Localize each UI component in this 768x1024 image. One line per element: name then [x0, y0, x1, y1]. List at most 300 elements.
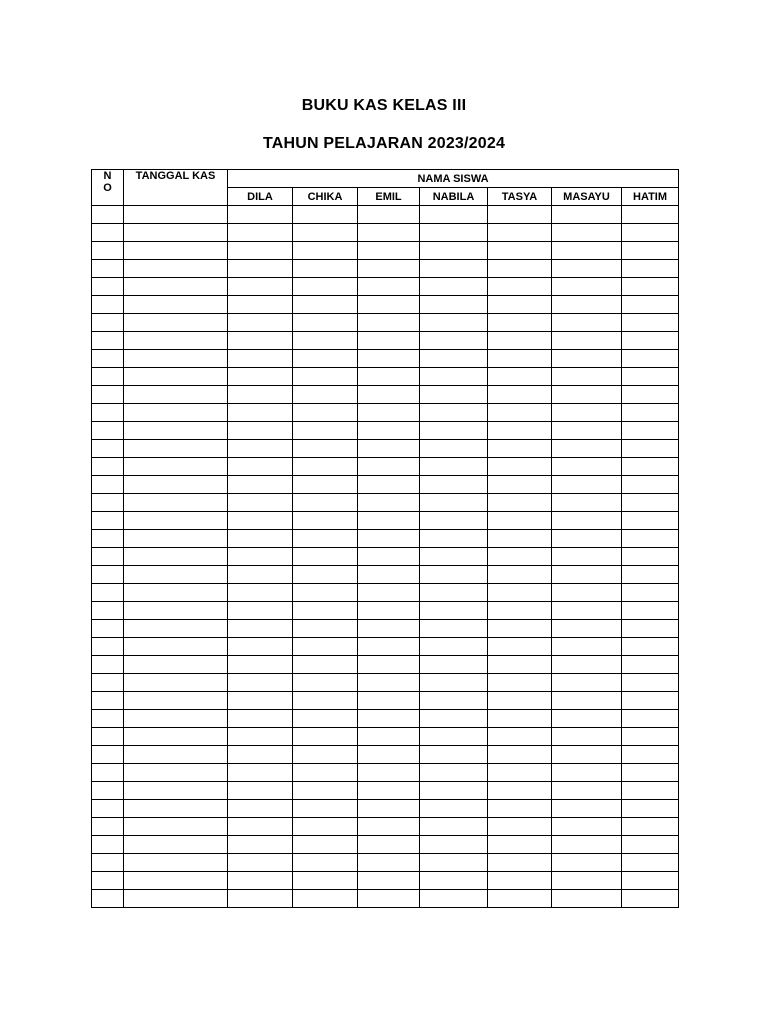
student-cash-cell — [488, 314, 552, 332]
student-cash-cell — [293, 260, 358, 278]
table-row — [92, 764, 679, 782]
student-cash-cell — [420, 566, 488, 584]
student-cash-cell — [358, 422, 420, 440]
student-cash-cell — [488, 458, 552, 476]
no-cell — [92, 692, 124, 710]
student-cash-cell — [622, 872, 679, 890]
student-cash-cell — [622, 242, 679, 260]
date-cell — [124, 512, 228, 530]
table-row — [92, 368, 679, 386]
student-cash-cell — [358, 314, 420, 332]
student-cash-cell — [488, 368, 552, 386]
student-cash-cell — [358, 224, 420, 242]
date-cell — [124, 728, 228, 746]
student-cash-cell — [488, 872, 552, 890]
student-cash-cell — [420, 890, 488, 908]
student-cash-cell — [622, 602, 679, 620]
student-cash-cell — [358, 458, 420, 476]
student-cash-cell — [622, 548, 679, 566]
student-cash-cell — [622, 494, 679, 512]
student-cash-cell — [358, 440, 420, 458]
student-cash-cell — [552, 422, 622, 440]
student-cash-cell — [358, 332, 420, 350]
student-cash-cell — [228, 494, 293, 512]
column-header-student: NABILA — [420, 188, 488, 206]
student-cash-cell — [293, 890, 358, 908]
student-cash-cell — [358, 728, 420, 746]
no-cell — [92, 764, 124, 782]
student-cash-cell — [358, 260, 420, 278]
no-cell — [92, 260, 124, 278]
student-cash-cell — [420, 260, 488, 278]
table-row — [92, 458, 679, 476]
student-cash-cell — [358, 710, 420, 728]
student-cash-cell — [228, 476, 293, 494]
student-cash-cell — [293, 584, 358, 602]
student-cash-cell — [552, 710, 622, 728]
student-cash-cell — [420, 872, 488, 890]
no-cell — [92, 350, 124, 368]
date-cell — [124, 278, 228, 296]
student-cash-cell — [488, 350, 552, 368]
student-cash-cell — [552, 206, 622, 224]
table-body — [92, 206, 679, 908]
student-cash-cell — [228, 584, 293, 602]
student-cash-cell — [488, 602, 552, 620]
student-cash-cell — [293, 692, 358, 710]
student-cash-cell — [228, 800, 293, 818]
student-cash-cell — [488, 224, 552, 242]
no-cell — [92, 368, 124, 386]
student-cash-cell — [488, 674, 552, 692]
student-cash-cell — [488, 512, 552, 530]
student-cash-cell — [420, 764, 488, 782]
student-cash-cell — [420, 332, 488, 350]
student-cash-cell — [552, 638, 622, 656]
date-cell — [124, 764, 228, 782]
column-header-no-line2: O — [103, 182, 112, 194]
no-cell — [92, 404, 124, 422]
column-header-student: DILA — [228, 188, 293, 206]
student-cash-cell — [420, 440, 488, 458]
student-cash-cell — [293, 296, 358, 314]
table-row — [92, 710, 679, 728]
no-cell — [92, 800, 124, 818]
date-cell — [124, 836, 228, 854]
student-cash-cell — [420, 584, 488, 602]
student-cash-cell — [552, 368, 622, 386]
student-cash-cell — [488, 836, 552, 854]
student-cash-cell — [488, 890, 552, 908]
student-cash-cell — [293, 440, 358, 458]
student-cash-cell — [488, 242, 552, 260]
student-cash-cell — [293, 872, 358, 890]
table-row — [92, 278, 679, 296]
date-cell — [124, 674, 228, 692]
date-cell — [124, 458, 228, 476]
cash-book-table — [91, 169, 679, 908]
student-cash-cell — [488, 494, 552, 512]
student-cash-cell — [358, 782, 420, 800]
no-cell — [92, 890, 124, 908]
column-group-header-student-names: NAMA SISWA — [228, 170, 679, 188]
student-cash-cell — [622, 422, 679, 440]
student-cash-cell — [293, 656, 358, 674]
student-cash-cell — [622, 638, 679, 656]
table-row — [92, 818, 679, 836]
student-cash-cell — [488, 764, 552, 782]
student-cash-cell — [358, 620, 420, 638]
student-cash-cell — [552, 224, 622, 242]
student-cash-cell — [228, 440, 293, 458]
student-cash-cell — [488, 296, 552, 314]
no-cell — [92, 224, 124, 242]
student-cash-cell — [420, 422, 488, 440]
student-cash-cell — [552, 458, 622, 476]
column-header-student: TASYA — [488, 188, 552, 206]
student-cash-cell — [622, 440, 679, 458]
student-cash-cell — [488, 584, 552, 602]
student-cash-cell — [293, 386, 358, 404]
table-row — [92, 728, 679, 746]
student-cash-cell — [552, 404, 622, 422]
student-cash-cell — [488, 260, 552, 278]
student-cash-cell — [293, 314, 358, 332]
student-cash-cell — [420, 746, 488, 764]
student-cash-cell — [420, 206, 488, 224]
table-row — [92, 638, 679, 656]
student-cash-cell — [488, 476, 552, 494]
date-cell — [124, 746, 228, 764]
student-cash-cell — [552, 602, 622, 620]
no-cell — [92, 386, 124, 404]
date-cell — [124, 332, 228, 350]
student-cash-cell — [488, 548, 552, 566]
student-cash-cell — [622, 854, 679, 872]
student-cash-cell — [293, 332, 358, 350]
table-row — [92, 746, 679, 764]
table-row — [92, 386, 679, 404]
no-cell — [92, 872, 124, 890]
no-cell — [92, 836, 124, 854]
header-row-top — [92, 170, 679, 188]
student-cash-cell — [293, 800, 358, 818]
student-cash-cell — [420, 782, 488, 800]
student-cash-cell — [552, 314, 622, 332]
document-subtitle: TAHUN PELAJARAN 2023/2024 — [262, 135, 506, 152]
student-cash-cell — [420, 674, 488, 692]
student-cash-cell — [420, 692, 488, 710]
table-row — [92, 782, 679, 800]
table-row — [92, 530, 679, 548]
student-cash-cell — [228, 620, 293, 638]
student-cash-cell — [420, 530, 488, 548]
date-cell — [124, 890, 228, 908]
student-cash-cell — [420, 242, 488, 260]
student-cash-cell — [552, 350, 622, 368]
no-cell — [92, 440, 124, 458]
student-cash-cell — [488, 710, 552, 728]
student-cash-cell — [622, 458, 679, 476]
date-cell — [124, 620, 228, 638]
student-cash-cell — [622, 278, 679, 296]
table-row — [92, 602, 679, 620]
student-cash-cell — [488, 386, 552, 404]
student-cash-cell — [622, 710, 679, 728]
date-cell — [124, 872, 228, 890]
student-cash-cell — [420, 278, 488, 296]
table-row — [92, 206, 679, 224]
student-cash-cell — [488, 566, 552, 584]
table-row — [92, 674, 679, 692]
student-cash-cell — [552, 872, 622, 890]
student-cash-cell — [552, 260, 622, 278]
student-cash-cell — [420, 458, 488, 476]
student-cash-cell — [420, 602, 488, 620]
student-cash-cell — [552, 566, 622, 584]
student-cash-cell — [488, 404, 552, 422]
student-cash-cell — [552, 386, 622, 404]
student-cash-cell — [228, 224, 293, 242]
student-cash-cell — [552, 746, 622, 764]
student-cash-cell — [228, 314, 293, 332]
student-cash-cell — [622, 260, 679, 278]
student-cash-cell — [420, 476, 488, 494]
table-row — [92, 620, 679, 638]
student-cash-cell — [622, 350, 679, 368]
student-cash-cell — [552, 854, 622, 872]
student-cash-cell — [420, 296, 488, 314]
column-header-student: CHIKA — [293, 188, 358, 206]
no-cell — [92, 314, 124, 332]
student-cash-cell — [552, 476, 622, 494]
no-cell — [92, 674, 124, 692]
student-cash-cell — [228, 674, 293, 692]
student-cash-cell — [358, 800, 420, 818]
student-cash-cell — [293, 620, 358, 638]
student-cash-cell — [622, 620, 679, 638]
student-cash-cell — [293, 368, 358, 386]
student-cash-cell — [228, 206, 293, 224]
table-row — [92, 548, 679, 566]
student-cash-cell — [293, 674, 358, 692]
date-cell — [124, 386, 228, 404]
student-cash-cell — [622, 800, 679, 818]
no-cell — [92, 206, 124, 224]
student-cash-cell — [358, 206, 420, 224]
student-cash-cell — [622, 692, 679, 710]
student-cash-cell — [552, 242, 622, 260]
student-cash-cell — [622, 476, 679, 494]
date-cell — [124, 260, 228, 278]
student-cash-cell — [358, 818, 420, 836]
date-cell — [124, 782, 228, 800]
student-cash-cell — [488, 782, 552, 800]
student-cash-cell — [358, 746, 420, 764]
student-cash-cell — [552, 620, 622, 638]
student-cash-cell — [293, 782, 358, 800]
student-cash-cell — [488, 854, 552, 872]
student-cash-cell — [228, 746, 293, 764]
student-cash-cell — [293, 854, 358, 872]
student-cash-cell — [228, 458, 293, 476]
date-cell — [124, 314, 228, 332]
student-cash-cell — [293, 278, 358, 296]
student-cash-cell — [552, 656, 622, 674]
student-cash-cell — [358, 242, 420, 260]
student-cash-cell — [622, 746, 679, 764]
no-cell — [92, 620, 124, 638]
student-cash-cell — [420, 512, 488, 530]
student-cash-cell — [228, 386, 293, 404]
student-cash-cell — [293, 836, 358, 854]
student-cash-cell — [228, 854, 293, 872]
student-cash-cell — [622, 566, 679, 584]
student-cash-cell — [622, 314, 679, 332]
student-cash-cell — [488, 278, 552, 296]
student-cash-cell — [293, 422, 358, 440]
table-row — [92, 692, 679, 710]
student-cash-cell — [420, 350, 488, 368]
date-cell — [124, 800, 228, 818]
student-cash-cell — [293, 476, 358, 494]
table-row — [92, 656, 679, 674]
student-cash-cell — [622, 386, 679, 404]
student-cash-cell — [228, 818, 293, 836]
student-cash-cell — [552, 764, 622, 782]
student-cash-cell — [358, 548, 420, 566]
table-row — [92, 566, 679, 584]
table-row — [92, 350, 679, 368]
student-cash-cell — [228, 260, 293, 278]
student-cash-cell — [228, 566, 293, 584]
student-cash-cell — [358, 692, 420, 710]
date-cell — [124, 368, 228, 386]
student-cash-cell — [293, 602, 358, 620]
table-row — [92, 314, 679, 332]
student-cash-cell — [358, 854, 420, 872]
column-header-student: EMIL — [358, 188, 420, 206]
student-cash-cell — [293, 512, 358, 530]
student-cash-cell — [552, 440, 622, 458]
no-cell — [92, 782, 124, 800]
student-cash-cell — [622, 656, 679, 674]
column-header-no — [92, 170, 124, 206]
student-cash-cell — [622, 584, 679, 602]
student-cash-cell — [552, 332, 622, 350]
no-cell — [92, 728, 124, 746]
student-cash-cell — [293, 206, 358, 224]
table-row — [92, 512, 679, 530]
student-cash-cell — [358, 836, 420, 854]
no-cell — [92, 494, 124, 512]
student-cash-cell — [420, 818, 488, 836]
student-cash-cell — [488, 422, 552, 440]
student-cash-cell — [228, 332, 293, 350]
student-cash-cell — [293, 746, 358, 764]
student-cash-cell — [488, 620, 552, 638]
date-cell — [124, 422, 228, 440]
student-cash-cell — [358, 512, 420, 530]
student-cash-cell — [228, 296, 293, 314]
no-cell — [92, 656, 124, 674]
student-cash-cell — [488, 440, 552, 458]
student-cash-cell — [228, 278, 293, 296]
student-cash-cell — [293, 404, 358, 422]
date-cell — [124, 404, 228, 422]
student-cash-cell — [228, 350, 293, 368]
student-cash-cell — [622, 764, 679, 782]
date-cell — [124, 584, 228, 602]
student-cash-cell — [420, 638, 488, 656]
student-cash-cell — [552, 278, 622, 296]
student-cash-cell — [552, 530, 622, 548]
date-cell — [124, 710, 228, 728]
student-cash-cell — [358, 872, 420, 890]
student-cash-cell — [552, 728, 622, 746]
no-cell — [92, 602, 124, 620]
student-cash-cell — [293, 224, 358, 242]
student-cash-cell — [552, 296, 622, 314]
student-cash-cell — [622, 782, 679, 800]
date-cell — [124, 566, 228, 584]
date-cell — [124, 656, 228, 674]
student-cash-cell — [552, 494, 622, 512]
student-cash-cell — [552, 782, 622, 800]
student-cash-cell — [420, 836, 488, 854]
table-row — [92, 584, 679, 602]
student-cash-cell — [622, 368, 679, 386]
student-cash-cell — [228, 404, 293, 422]
student-cash-cell — [228, 764, 293, 782]
table-row — [92, 242, 679, 260]
student-cash-cell — [358, 764, 420, 782]
no-cell — [92, 548, 124, 566]
student-cash-cell — [358, 674, 420, 692]
student-cash-cell — [622, 512, 679, 530]
column-header-date: TANGGAL KAS — [124, 170, 228, 206]
table-row — [92, 872, 679, 890]
student-cash-cell — [622, 890, 679, 908]
student-cash-cell — [622, 674, 679, 692]
no-cell — [92, 854, 124, 872]
student-cash-cell — [228, 638, 293, 656]
student-cash-cell — [293, 728, 358, 746]
date-cell — [124, 242, 228, 260]
date-cell — [124, 548, 228, 566]
student-cash-cell — [420, 224, 488, 242]
student-cash-cell — [622, 836, 679, 854]
student-cash-cell — [228, 782, 293, 800]
student-cash-cell — [552, 692, 622, 710]
student-cash-cell — [228, 512, 293, 530]
student-cash-cell — [420, 710, 488, 728]
student-cash-cell — [293, 350, 358, 368]
student-cash-cell — [552, 584, 622, 602]
student-cash-cell — [488, 332, 552, 350]
student-cash-cell — [228, 872, 293, 890]
student-cash-cell — [552, 674, 622, 692]
table-row — [92, 494, 679, 512]
student-cash-cell — [552, 800, 622, 818]
student-cash-cell — [552, 548, 622, 566]
student-cash-cell — [420, 494, 488, 512]
student-cash-cell — [358, 530, 420, 548]
student-cash-cell — [293, 764, 358, 782]
no-cell — [92, 530, 124, 548]
student-cash-cell — [358, 386, 420, 404]
no-cell — [92, 512, 124, 530]
